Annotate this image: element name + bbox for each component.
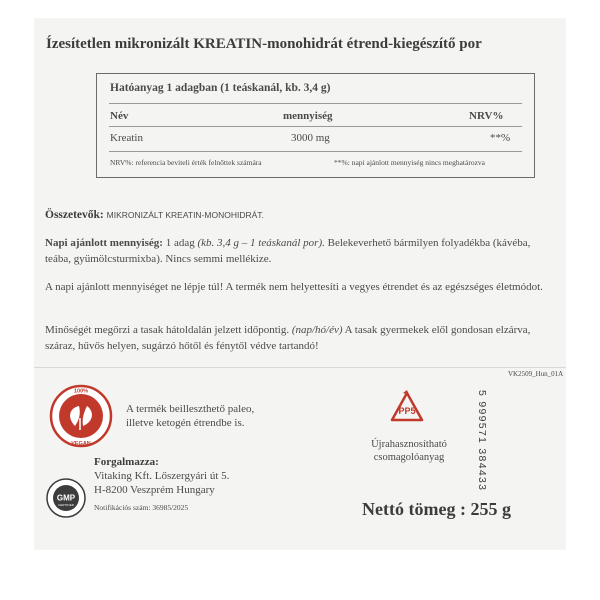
footnote-stars: **%: napi ajánlott mennyiség nincs meghatározva [334,158,485,167]
row-nrv: **% [490,132,511,144]
vegan-badge-icon [49,384,113,448]
ingredients-label: Összetevők: [45,209,104,221]
gmp-sub: CERTIFIED [58,503,74,507]
batch-code: VK2509_Hun_01A [508,370,564,378]
divider [109,151,522,152]
dosage-italic: (kb. 3,4 g – 1 teáskanál por). [197,237,325,249]
paleo-note [126,402,254,430]
row-name: Kreatin [110,132,143,144]
nutrition-header: Hatóanyag 1 adagban (1 teáskanál, kb. 3,4 g) [110,82,331,94]
paleo-line2: illetve ketogén étrendbe is. [126,417,245,429]
gmp-text: GMP [56,493,76,503]
distributor-heading: Forgalmazza: [94,456,159,468]
distributor [94,455,229,515]
row-amount: 3000 mg [291,132,330,144]
ingredients-value: MIKRONIZÁLT KREATIN-MONOHIDRÁT. [106,210,264,220]
barcode-number: 5 999571 384433 [476,390,488,492]
paleo-line1: A termék beilleszthető paleo, [126,403,255,415]
divider [109,126,522,127]
notification-number: Notifikációs szám: 36985/2025 [94,503,189,512]
storage-part1: Minőségét megőrzi a tasak hátoldalán jelzett időpontig. [45,324,292,336]
nutrition-table [96,73,535,178]
footnote-nrv: NRV%: referencia beviteli érték felnőttek számára [110,158,262,167]
distributor-line2: H-8200 Veszprém Hungary [94,484,215,496]
dosage-part2: Belekeverhető bármilyen folyadékba (kávéba, teába, gyümölcsturmixba). Nincs semmi mellékize. [45,237,531,265]
storage-part2: A tasak gyermekek elől gondosan elzárva, száraz, hűvős helyen, sugárzó hőtől és fénytől védve tartandó! [45,324,531,352]
column-nrv: NRV% [469,110,504,122]
vegan-badge-bottom: VEGAN [71,441,91,447]
divider [109,103,522,104]
dosage-text [45,235,545,267]
column-amount: mennyiség [283,110,333,122]
gmp-certified-icon [46,478,86,518]
dosage-part1: 1 adag [162,237,198,249]
dosage-label: Napi ajánlott mennyiség: [45,237,163,249]
recycle-line2: csomagolóanyag [373,452,445,463]
product-label [34,18,566,550]
net-weight: Nettó tömeg : 255 g [362,499,511,519]
storage-text [45,322,545,354]
product-title: Ízesítetlen mikronizált KREATIN-monohidrát étrend-kiegészítő por [46,36,482,52]
storage-italic: (nap/hó/év) [291,324,343,336]
recycle-note [344,438,474,464]
column-name: Név [110,110,129,122]
pp5-label: PP5 [398,406,416,416]
section-divider [34,367,566,368]
ingredients [45,209,264,221]
recycle-line1: Újrahasznosítható [371,439,447,450]
vegan-badge-top: 100% [73,388,89,395]
warning-text: A napi ajánlott mennyiséget ne lépje túl! A termék nem helyettesíti a vegyes étrendet és az egészséges életmódot. [45,281,543,293]
distributor-line1: Vitaking Kft. Lőszergyári út 5. [94,470,230,482]
pp5-recycle-icon [387,390,427,430]
